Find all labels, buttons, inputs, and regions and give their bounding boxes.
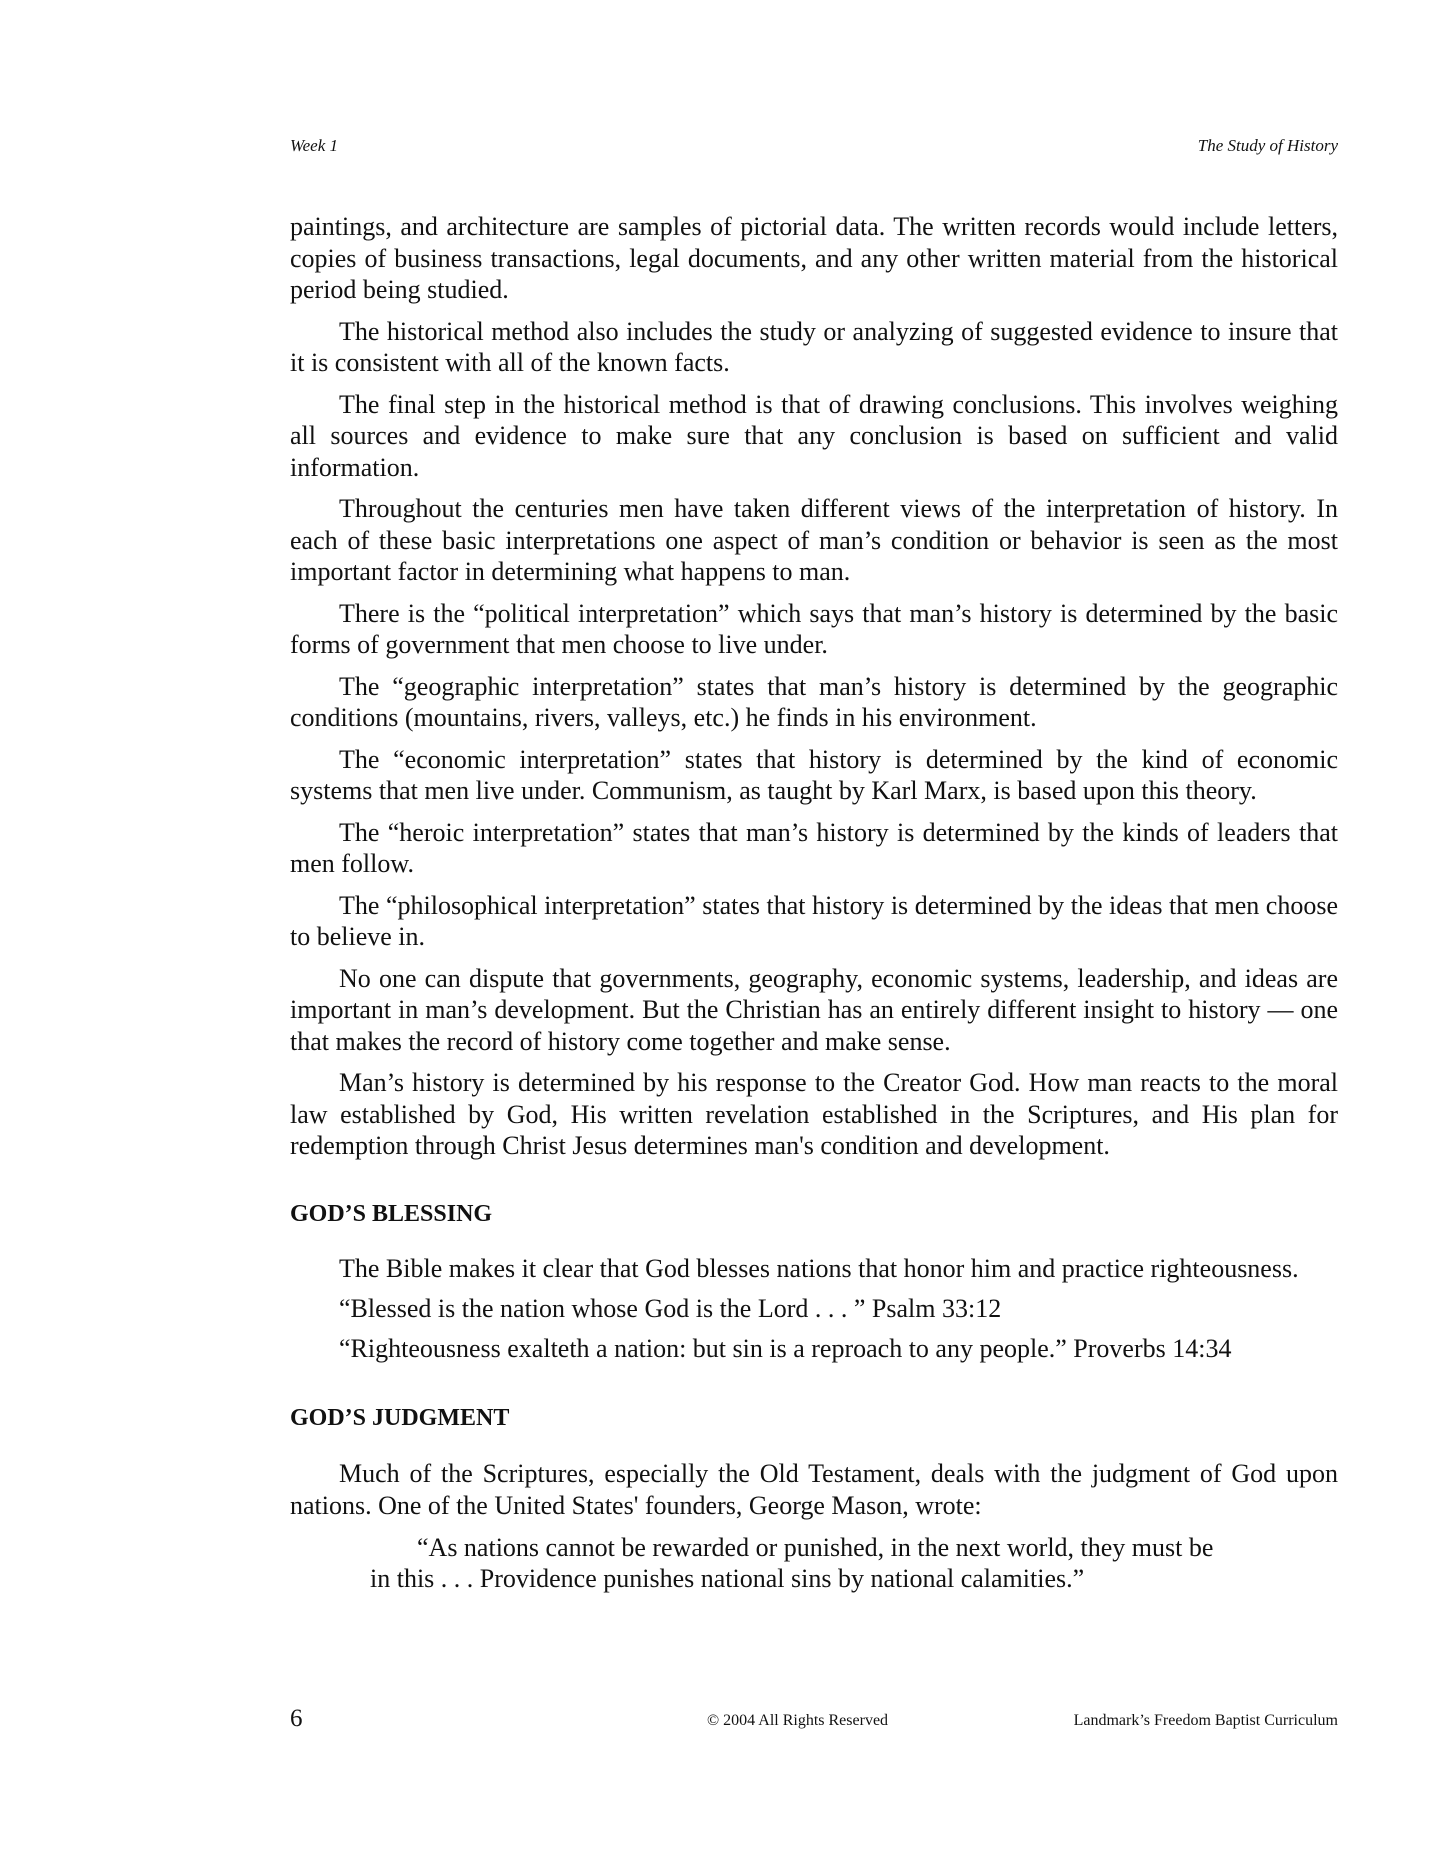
mason-quote-line-2: in this . . . Providence punishes national sins by national calamities.” bbox=[370, 1564, 1085, 1593]
running-header-right: The Study of History bbox=[1197, 136, 1338, 155]
page-number: 6 bbox=[290, 1705, 303, 1732]
paragraph: Much of the Scriptures, especially the Old Testament, deals with the judgment of God upon nations. One of the United States' founders, George Mason, wrote: bbox=[290, 1459, 1338, 1520]
paragraph: The “geographic interpretation” states that man’s history is determined by the geographic conditions (mountains, rivers, valleys, etc.) he finds in his environment. bbox=[290, 671, 1338, 732]
paragraph: The “philosophical interpretation” states that history is determined by the ideas that men choose to believe in. bbox=[290, 890, 1338, 951]
body-text bbox=[290, 211, 1338, 1172]
mason-quote-line-1: “As nations cannot be rewarded or punished, in the next world, they must be bbox=[417, 1533, 1214, 1562]
section-heading-blessing: GOD’S BLESSING bbox=[290, 1201, 493, 1227]
publisher-name: Landmark’s Freedom Baptist Curriculum bbox=[1073, 1712, 1338, 1729]
running-header-left: Week 1 bbox=[290, 136, 338, 155]
blessing-line: The Bible makes it clear that God blesses nations that honor him and practice righteousness. bbox=[339, 1254, 1299, 1283]
paragraph: Throughout the centuries men have taken different views of the interpretation of history. In each of these basic interpretations one aspect of man’s condition or behavior is seen as the most important factor in determining what happens to man. bbox=[290, 494, 1338, 586]
section-heading-judgment: GOD’S JUDGMENT bbox=[290, 1405, 510, 1431]
paragraph: No one can dispute that governments, geography, economic systems, leadership, and ideas are important in man’s development. But the Christian has an entirely different insight to history — one that makes the record of history come together and make sense. bbox=[290, 963, 1338, 1056]
blessing-scripture-proverbs: “Righteousness exalteth a nation: but sin is a reproach to any people.” Proverbs 14:34 bbox=[339, 1334, 1232, 1363]
paragraph: paintings, and architecture are samples of pictorial data. The written records would include letters, copies of business transactions, legal documents, and any other written material from the historical period being studied. bbox=[290, 212, 1338, 304]
copyright-notice: © 2004 All Rights Reserved bbox=[707, 1712, 889, 1729]
paragraph: The final step in the historical method is that of drawing conclusions. This involves weighing all sources and evidence to make sure that any conclusion is based on sufficient and valid information. bbox=[290, 389, 1338, 482]
paragraph: The “heroic interpretation” states that man’s history is determined by the kinds of leaders that men follow. bbox=[290, 817, 1338, 878]
paragraph: The “economic interpretation” states that history is determined by the kind of economic systems that men live under. Communism, as taught by Karl Marx, is based upon this theory. bbox=[290, 744, 1338, 805]
paragraph: There is the “political interpretation” which says that man’s history is determined by the basic forms of government that men choose to live under. bbox=[290, 598, 1338, 659]
paragraph: The historical method also includes the study or analyzing of suggested evidence to insure that it is consistent with all of the known facts. bbox=[290, 316, 1338, 377]
judgment-paragraph bbox=[290, 1458, 1338, 1521]
paragraph: Man’s history is determined by his response to the Creator God. How man reacts to the moral law established by God, His written revelation established in the Scriptures, and His plan for redemption through Christ Jesus determines man's condition and development. bbox=[290, 1068, 1338, 1160]
blessing-scripture-psalm: “Blessed is the nation whose God is the Lord . . . ” Psalm 33:12 bbox=[339, 1294, 1002, 1323]
